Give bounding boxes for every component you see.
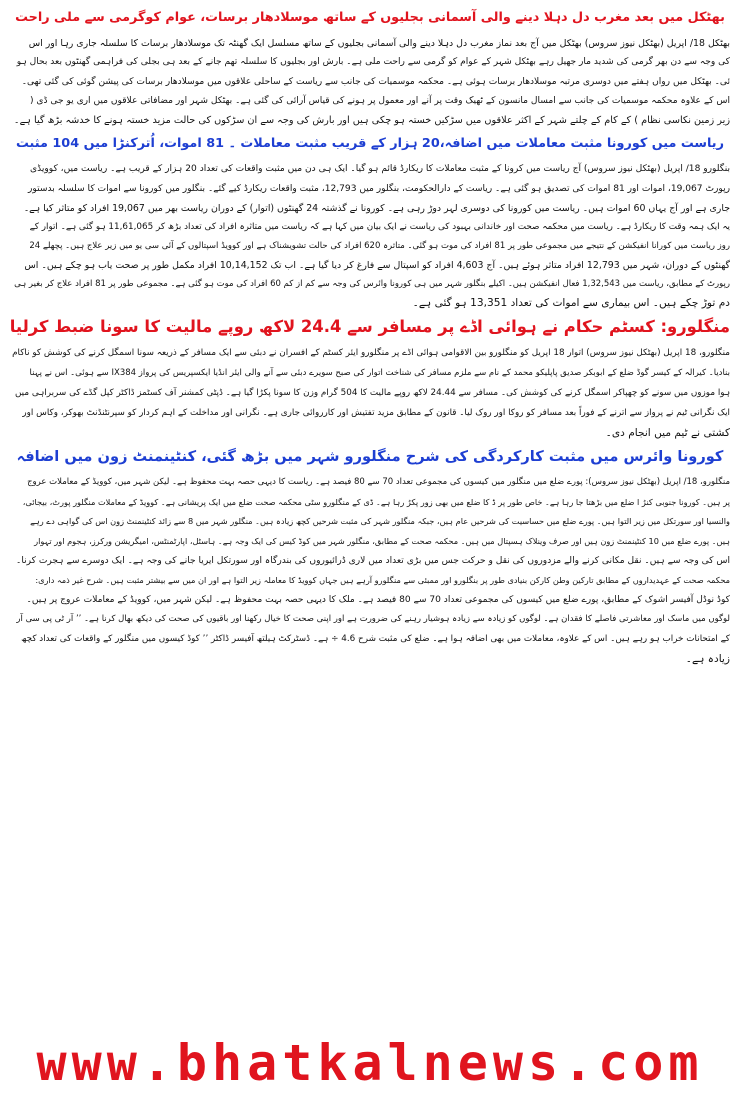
- article-line: ایک نگرانی ٹیم نے پرواز سے اترنے کے فوراً بعد مسافر کو روکا اور روک لیا۔ قانون کے مطابق مزید تفتیش اور کارروائی جاری ہے۔ نگرانی اور مداخلت کے اہم کردار کو سپرنٹنڈنٹ بھوکر، وکاس اور: [22, 408, 730, 419]
- article-line: اس کی وجہ سے ہیں۔ نقل مکانی کرنے والے مزدوروں کی نقل و حرکت جس میں بڑی تعداد میں لاری ڈرائیوروں کی بندرگاہ اور سورتکل ایریا جانے کی وجہ ہے۔ ایک دوسرے سے ہجرت کرنا۔: [16, 555, 730, 566]
- article-line: کوڈ نوڈل آفیسر اشوک کے مطابق، پورے ضلع میں کیسوں کی مجموعی تعداد 70 سے 80 فیصد ہے۔ ملک کا دیہی حصہ بہت محفوظ ہے۔ لیکن شہر میں، کوویڈ کے معاملات عروج پر ہیں۔: [26, 594, 730, 605]
- article-line: جاری ہے اور آج یہاں 60 اموات ہیں۔ ریاست میں کورونا کی دوسری لہر دوڑ رہی ہے۔ کورونا نے گذشتہ 24 گھنٹوں (اتوار) کے دوران ریاست بھر میں 19,067 افراد کو متاثر کیا ہے۔: [23, 202, 730, 214]
- article-state-covid: [10, 132, 730, 313]
- article-line: رپورٹ کے مطابق، ریاست میں 1,32,543 فعال انفیکشن ہیں۔ اکیلے بنگلور شہر میں ہی کورونا وائرس کی وجہ سے کم از کم 60 افراد کی موت ہو گئی ہے۔ مجموعی طور پر 81 افراد علاج کر بغیر ہی: [14, 279, 730, 290]
- article-line: محکمہ صحت کے عہدیداروں کے مطابق تارکین وطن کارکن بنیادی طور پر بنگلورو اور ممبئی سے منگلورو آرہے ہیں جہاں کوویڈ کا معاملہ زیر التوا ہے اور ان میں سے بیشتر مثبت ہیں۔ شرح غیر ذمہ داری:: [35, 575, 730, 586]
- article-line: زیر زمین نکاسی نظام ) کے کام کے چلتے شہر کے اکثر علاقوں میں سڑکیں خستہ ہو چکی ہیں اور بارش کی وجہ سے ان سڑکوں کی حالت مزید خستہ ہونے کا خدشہ بڑھ گیا ہے۔: [13, 115, 730, 127]
- article-mangaluru-gold: [10, 315, 730, 443]
- article-line: زیادہ ہے۔: [685, 652, 730, 665]
- headline-mangaluru-gold: منگلورو: کسٹم حکام نے ہوائی اڈے پر مسافر سے 24.4 لاکھ روپے مالیت کا سونا ضبط کرلیا: [10, 317, 730, 337]
- article-line: بنادیا۔ کیرالہ کے کیسر گوڈ ضلع کے ابوبکر صدیق پاپلیکو محمد کے نام سے ملزم مسافر کی شناخت اتوار کی صبح سویرے دبئی سے آنے والی ایئر انڈیا ایکسپریس کی پرواز IX384 سے ہوئی۔ اس نے پہنا: [29, 368, 730, 379]
- footer-website-url[interactable]: www.bhatkalnews.com: [36, 1034, 704, 1092]
- article-line: ئی۔ بھٹکل میں رواں ہفتے میں دوسری مرتبہ موسلادھار برسات ہوئی ہے۔ محکمہ موسمیات کی جانب سے ریاست کے ساحلی علاقوں میں موسلادھار برسات کی پیشن گوئی کی گئی تھی۔: [21, 76, 730, 87]
- article-bhatkal-rain: [10, 6, 730, 130]
- article-line: اس کے علاوہ محکمہ موسمیات کی جانب سے امسال مانسون کے ٹھیک وقت پر آنے اور معمول پر ہونے کی قیاس آرائی کی گئی ہے۔ بھٹکل شہر اور مضافاتی علاقوں میں اری یو جی ڈی (: [29, 95, 730, 106]
- article-line: ہوا موزوں میں سونے کو چھپاکر اسمگل کرنے کی کوشش کی۔ مسافر سے 24.44 لاکھ روپے مالیت کا 504 گرام وزن کا سونا پکڑا گیا ہے۔ ڈپٹی کمشنر آف کسٹمز ڈاکٹر کپل گڈے کی سربراہی میں: [14, 388, 730, 399]
- article-line: کشتی نے ٹیم میں انجام دی۔: [605, 427, 730, 440]
- article-line: رپورٹ 19,067، اموات اور 81 اموات کی تصدیق ہو گئی ہے۔ ریاست کے دارالحکومت، بنگلور میں 12,793، مثبت واقعات ریکارڈ کیے گئے۔ بنگلور میں کورونا سے اموات کا سلسلہ بدستور: [28, 183, 730, 194]
- headline-state-covid: ریاست میں کورونا مثبت معاملات میں اضافہ،20 ہزار کے قریب مثبت معاملات ۔ 81 اموات، اُترکنڑا میں 104 مثبت: [16, 136, 724, 152]
- headline-mangaluru-covid: کورونا وائرس میں مثبت کارکردگی کی شرح منگلورو شہر میں بڑھ گئی، کنٹینمنٹ زون میں اضافہ: [16, 448, 724, 466]
- article-line: لوگوں میں ماسک اور معاشرتی فاصلے کا فقدان ہے۔ لوگوں کو زیادہ سے زیادہ ہوشیار رہنے کی ضرورت ہے اور اپنی صحت کا خیال رکھنا اور باقیوں کی صحت کی دیکھ بھال کرنا ہے۔ ’’ آر ٹی پی سی آر: [16, 614, 730, 625]
- article-line: پر ہیں۔ کورونا جنوبی کنڑ ا ضلع میں بڑھتا جا رہا ہے۔ خاص طور پر ڈ کا ضلع میں بھی زور پکڑ رہا ہے۔ ڈی کے منگلورو سٹی محکمہ صحت ضلع میں ایک پریشانی ہے۔ کوویڈ کے معاملات منگلور پورٹ، بیجائی،: [22, 496, 730, 507]
- article-line: منگلورو، 18/ اپریل (بھٹکل نیوز سروس): پورے ضلع میں منگلور میں کیسوں کی مجموعی تعداد 70 سے 80 فیصد ہے۔ ریاست کا دیہی حصہ بہت محفوظ ہے۔ لیکن شہر میں، کوویڈ کے معاملات عروج: [27, 477, 730, 488]
- article-mangaluru-covid: [10, 445, 730, 669]
- article-line: روز ریاست میں کورانا انفیکشن کے نتیجے میں مجموعی طور پر 81 افراد کی موت ہو گئی۔ متاثرہ 620 افراد کی حالت تشویشناک ہے اور کوویڈ اسپتالوں کے آئی سی یو میں زیر علاج ہیں۔ پچھلے 24: [29, 240, 730, 251]
- article-line: والنسیا اور سورتکل میں زیر التوا ہیں۔ پورے ضلع میں حساسیت کی شرحیں عام ہیں، جبکہ منگلور شہر کی مثبت شرحیں کچھ زیادہ ہیں۔ منگلور شہر میں 8 سے زائد کنٹینمنٹ زون اس کی گواہی دے رہے: [30, 516, 730, 527]
- article-line: بنگلورو 18/ اپریل (بھٹکل نیوز سروس) آج ریاست میں کرونا کے مثبت معاملات کا ریکارڈ قائم ہو گیا۔ ایک ہی دن میں مثبت واقعات کی تعداد 20 ہزار کے قریب ہے۔ ریاست میں، کوویڈی: [30, 164, 730, 175]
- article-line: گھنٹوں کے دوران، شہر میں 12,793 افراد متاثر ہوئے ہیں۔ آج 4,603 افراد کو اسپتال سے فارغ کر دیا گیا ہے۔ اب تک 10,14,152 افراد مکمل طور پر صحت یاب ہو چکے ہیں۔ اس: [24, 259, 730, 271]
- article-line: کے امتحانات خراب ہو رہے ہیں۔ اس کے علاوہ، معاملات میں بھی اضافہ ہوا ہے۔ ضلع کی مثبت شرح 4.6 ÷ ہے۔ ڈسٹرکٹ ہیلتھ آفیسر ڈاکٹر ’’ کوڈ کیسوں میں منگلور کے واقعات کی تعداد کچھ: [21, 633, 730, 644]
- article-line: منگلورو، 18 اپریل (بھٹکل نیوز سروس) اتوار 18 اپریل کو منگلورو بین الاقوامی ہوائی اڈے پر منگلورو ایئر کسٹم کے افسران نے دبئی سے ایک مسافر کے ذریعہ سونا اسمگل کرنے کی کوشش کو ناکام: [12, 348, 730, 359]
- article-line: ہیں۔ پورے ضلع میں 10 کنٹینمنٹ زون ہیں اور صرف وینلاک ہسپتال میں ہیں۔ محکمہ صحت کے مطابق، منگلور شہر میں کوڈ کیس کی ایک وجہ ہے۔ ہاسٹل، اپارٹمنٹس، امیگریشن ورکرز، ہجوم اور تہوار: [34, 536, 730, 547]
- headline-bhatkal-rain: بھٹکل میں بعد مغرب دل دہلا دینے والی آسمانی بجلیوں کے ساتھ موسلادھار برسات، عوام کوگرمی سے ملی راحت: [15, 10, 725, 25]
- article-line: دم توڑ چکے ہیں۔ اس بیماری سے اموات کی تعداد 13,351 ہو گئی ہے۔: [412, 297, 730, 310]
- article-line: یہ ایک ہمہ وقت کا ریکارڈ ہے۔ ریاست میں محکمہ صحت اور خاندانی بہبود کی ریاست نے ایک بیان میں کہا ہے کہ ریاست میں متاثرہ افراد کی تعداد بڑھ کر 11,61,065 ہو گئی ہے۔ اتوار کے: [29, 221, 730, 232]
- article-line: بھٹکل 18/ اپریل (بھٹکل نیوز سروس) بھٹکل میں آج بعد نماز مغرب دل دہلا دینے والی آسمانی بجلیوں کے ساتھ مسلسل ایک گھنٹہ تک موسلادھار برسات کا سلسلہ جاری رہا اور اس: [28, 38, 730, 49]
- article-line: کی وجہ سے دن بھر گرمی کی شدید مار جھیل رہے بھٹکل شہر کے عوام کو گرمی سے راحت ملی ہے۔ بارش اور بجلیوں کا سلسلہ تھم جانے کے بعد ہی بجلی کی فراہمی گھنٹوں بعد بحال ہو: [16, 57, 730, 68]
